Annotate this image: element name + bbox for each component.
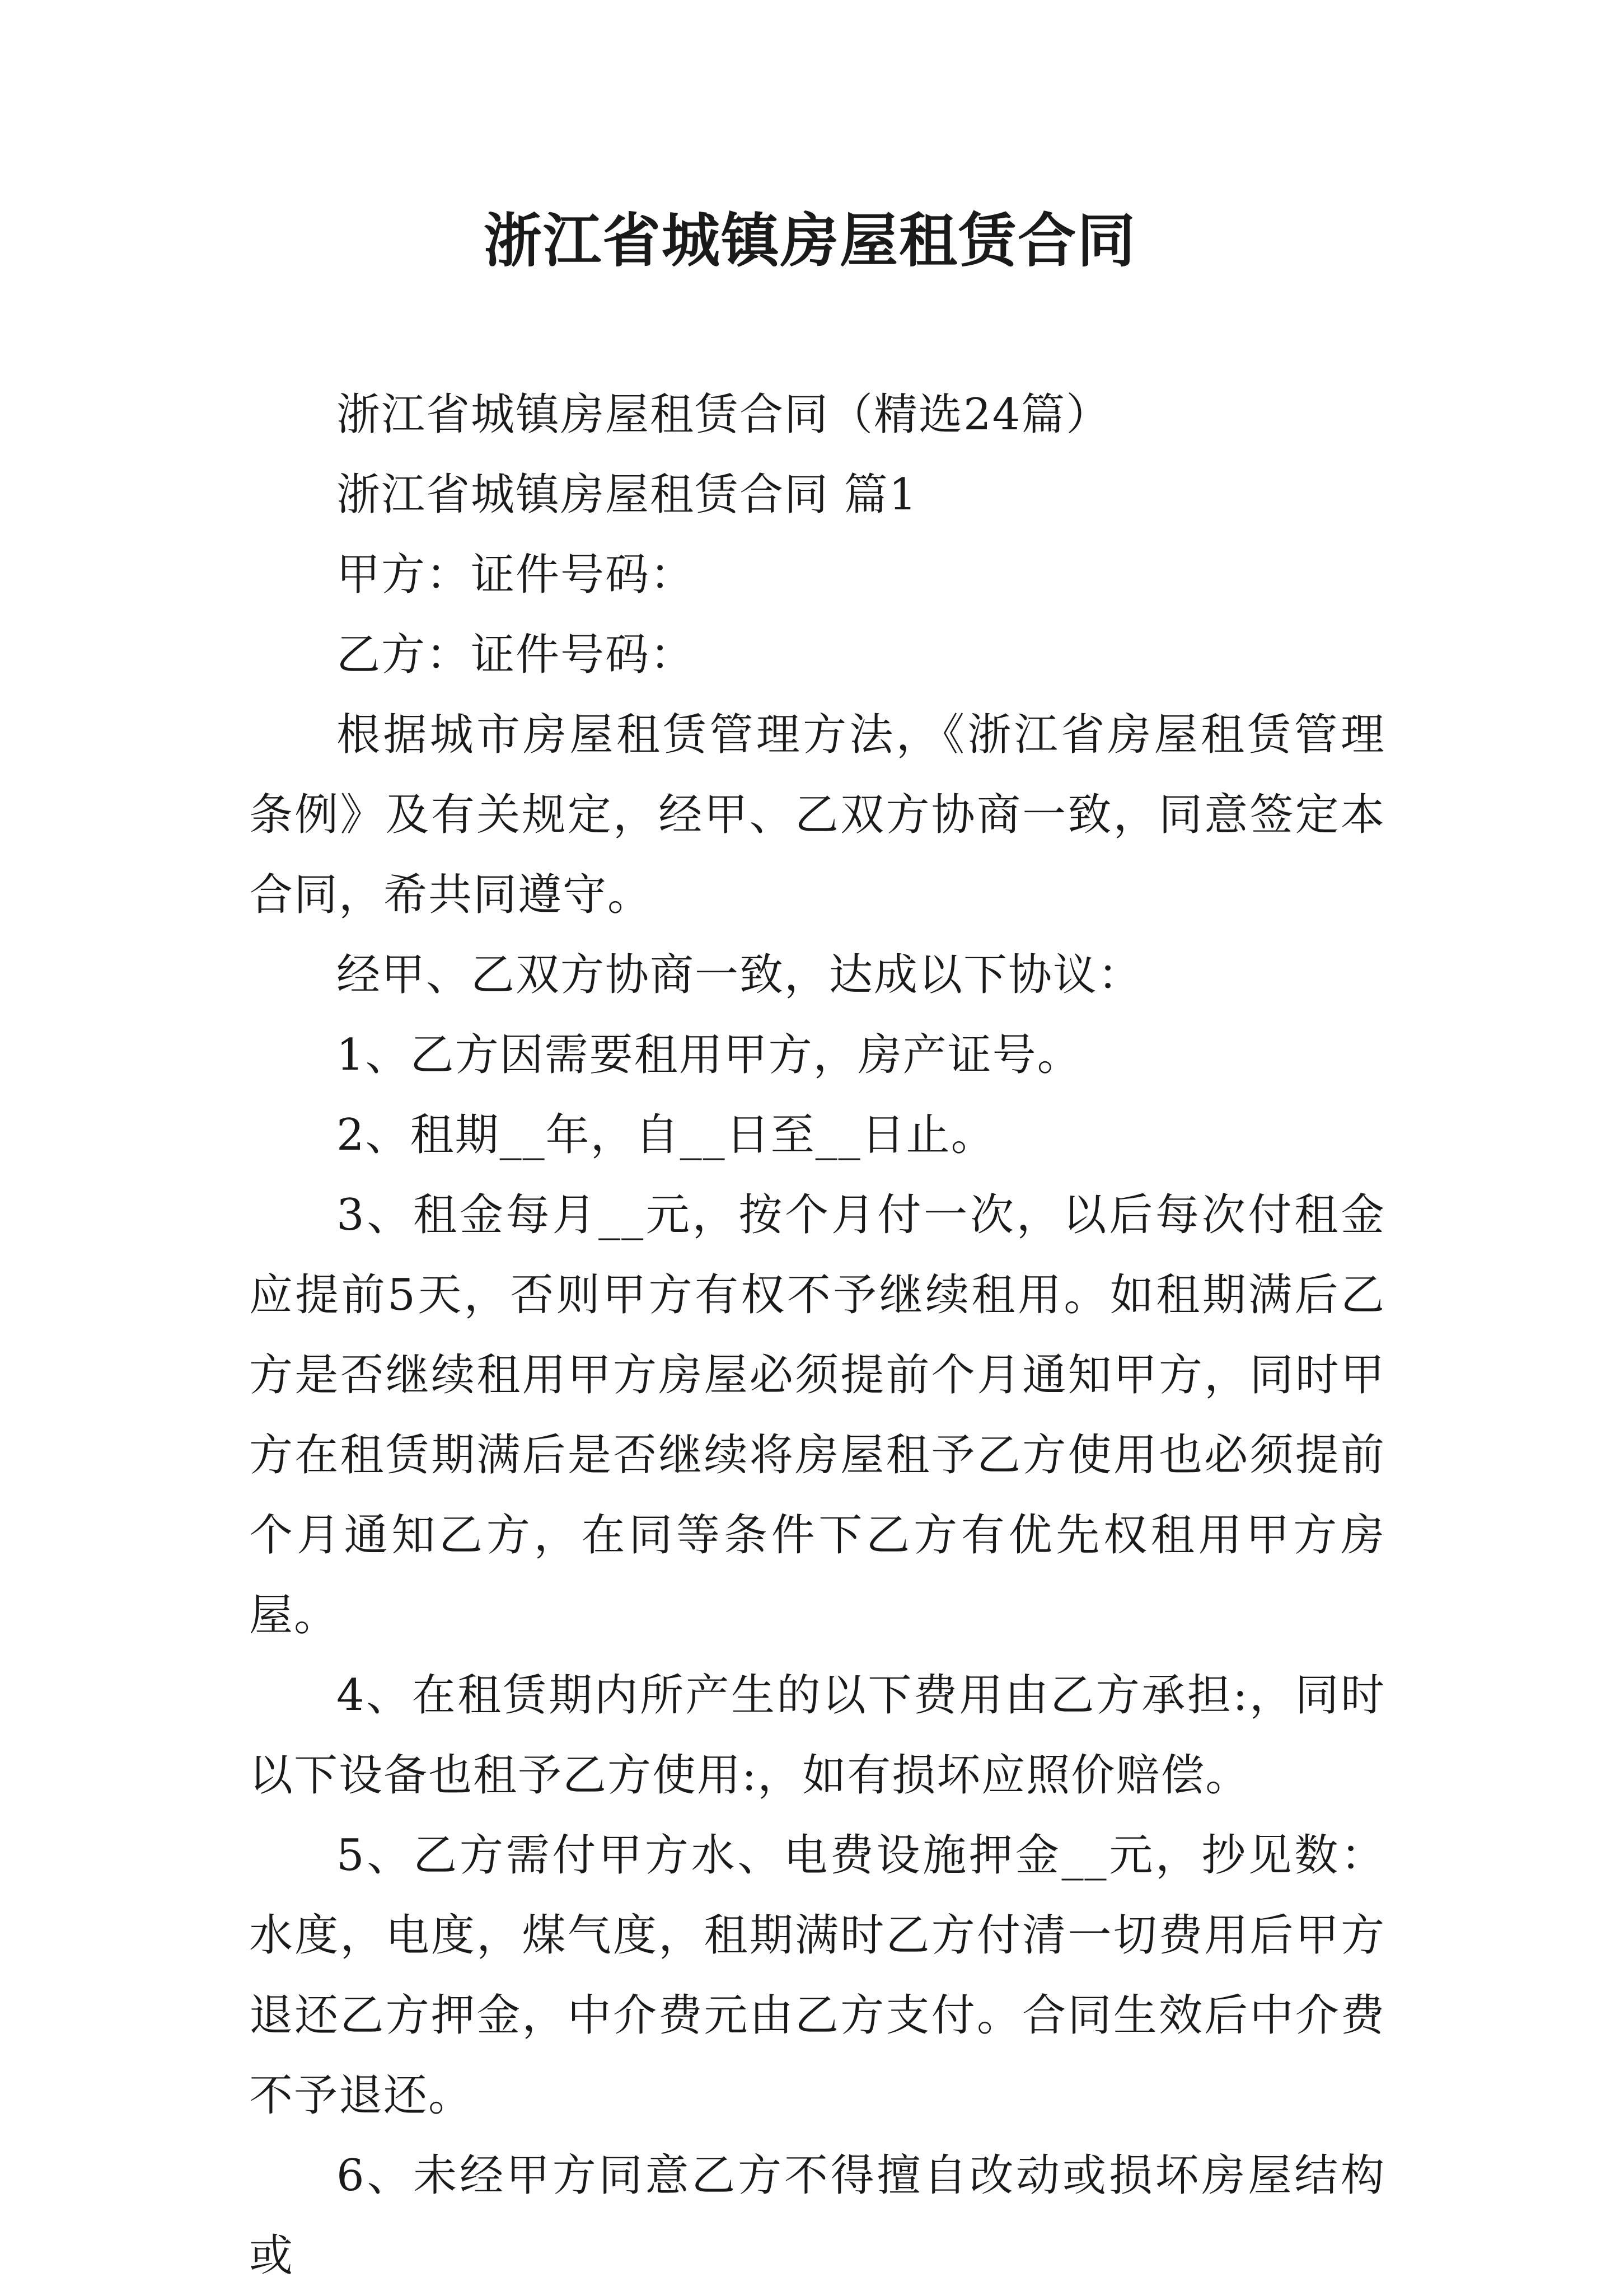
- preamble-paragraph: 根据城市房屋租赁管理方法，《浙江省房屋租赁管理条例》及有关规定，经甲、乙双方协商一致，同意签定本合同，希共同遵守。: [249, 710, 1385, 920]
- agreement-intro: 经甲、乙双方协商一致，达成以下协议：: [336, 950, 1143, 1000]
- document-title: 浙江省城镇房屋租赁合同: [483, 206, 1136, 275]
- clause-1: 1、乙方因需要租用甲方，房产证号。: [336, 1030, 1082, 1080]
- clause-3: 3、租金每月__元，按个月付一次，以后每次付租金应提前5天，否则甲方有权不予继续租用。如租期满后乙方是否继续租用甲方房屋必须提前个月通知甲方，同时甲方在租赁期满后是否继续将房屋租予乙方使用也必须提前个月通知乙方，在同等条件下乙方有优先权租用甲方房屋。: [249, 1190, 1385, 1641]
- party-a-line: 甲方：证件号码：: [336, 550, 695, 600]
- clause-2: 2、租期__年，自__日至__日止。: [336, 1110, 996, 1160]
- section-heading: 浙江省城镇房屋租赁合同 篇1: [336, 470, 918, 520]
- clause-6: 6、未经甲方同意乙方不得擅自改动或损坏房屋结构或: [249, 2150, 1385, 2281]
- document-body: [249, 375, 1385, 2296]
- party-b-line: 乙方：证件号码：: [336, 630, 695, 680]
- clause-5: 5、乙方需付甲方水、电费设施押金__元，抄见数：水度，电度，煤气度，租期满时乙方付清一切费用后甲方退还乙方押金，中介费元由乙方支付。合同生效后中介费不予退还。: [249, 1830, 1385, 2121]
- subtitle-paragraph: 浙江省城镇房屋租赁合同（精选24篇）: [336, 390, 1111, 440]
- clause-4: 4、在租赁期内所产生的以下费用由乙方承担:，同时以下设备也租予乙方使用:，如有损坏应照价赔偿。: [249, 1670, 1385, 1801]
